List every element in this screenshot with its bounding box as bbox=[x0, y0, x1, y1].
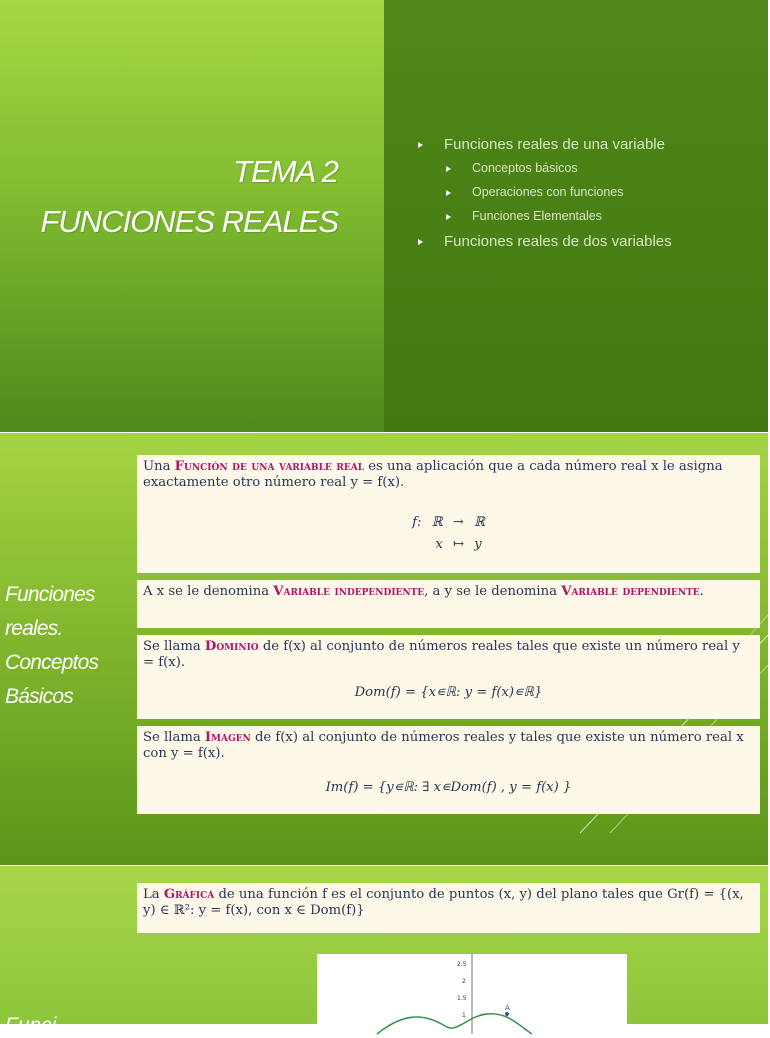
title-line-1: TEMA 2 bbox=[233, 154, 338, 189]
text: A x se le denomina bbox=[143, 584, 274, 599]
definition-box-grafica bbox=[137, 883, 760, 933]
slide-conceptos-basicos bbox=[0, 433, 768, 865]
toc-item bbox=[418, 233, 758, 258]
toc-item-label: Funciones reales de dos variables bbox=[444, 233, 672, 250]
text: , a y se le denomina bbox=[424, 584, 562, 599]
toc-item-label: Funciones reales de una variable bbox=[444, 136, 665, 153]
definition-box-variables bbox=[137, 580, 760, 628]
text: . bbox=[699, 584, 704, 599]
definition-box-imagen bbox=[137, 726, 760, 814]
function-curve bbox=[377, 1014, 532, 1034]
toc-item bbox=[418, 209, 758, 233]
definition-box-funcion bbox=[137, 455, 760, 573]
side-title-partial: Funci bbox=[5, 1014, 57, 1037]
table-of-contents bbox=[418, 136, 758, 258]
slide-title bbox=[0, 0, 768, 432]
toc-item-label: Operaciones con funciones bbox=[472, 185, 624, 199]
function-graph bbox=[317, 954, 627, 1034]
side-title-line: Conceptos bbox=[5, 651, 99, 674]
toc-item bbox=[418, 136, 758, 161]
bullet-arrow-icon bbox=[418, 239, 423, 245]
keyword: Variable dependiente bbox=[561, 584, 700, 599]
bullet-arrow-icon bbox=[418, 142, 423, 148]
bullet-arrow-icon bbox=[446, 214, 451, 220]
keyword: Dominio bbox=[204, 639, 259, 654]
keyword: Gráfica bbox=[163, 887, 215, 902]
definition-text: de f(x) al conjunto de números reales tales que existe un número real y = f(x). bbox=[143, 639, 740, 670]
y-tick-label: 1 bbox=[462, 1012, 466, 1019]
y-tick-label: 2.5 bbox=[457, 961, 467, 968]
text: Se llama bbox=[143, 639, 205, 654]
graph-svg bbox=[317, 954, 627, 1034]
mapping-row-1: f: ℝ → ℝ bbox=[412, 515, 485, 530]
point-label: A bbox=[505, 1004, 510, 1012]
definition-text: de una función f es el conjunto de puntos (x, y) del plano tales que Gr(f) = {(x, y) ∈ ℝ²: y = f(x), con x ∈ Dom(f)} bbox=[143, 887, 744, 918]
side-title-line: Básicos bbox=[5, 685, 73, 708]
toc-item-label: Conceptos básicos bbox=[472, 161, 578, 175]
title-panel bbox=[0, 0, 384, 432]
toc-item-label: Funciones Elementales bbox=[472, 209, 602, 223]
point-a bbox=[505, 1012, 509, 1016]
definition-text: de f(x) al conjunto de números reales y tales que existe un número real x con y = f(x). bbox=[143, 730, 744, 761]
y-tick-label: 1.5 bbox=[457, 995, 467, 1002]
formula-dominio: Dom(f) = {x∊ℝ: y = f(x)∊ℝ} bbox=[354, 685, 543, 700]
toc-item bbox=[418, 185, 758, 209]
side-title-line: reales. bbox=[5, 617, 63, 640]
toc-item bbox=[418, 161, 758, 185]
keyword: Variable independiente bbox=[273, 584, 425, 599]
text: La bbox=[143, 887, 164, 902]
definition-box-dominio bbox=[137, 635, 760, 719]
side-title-line: Funciones bbox=[5, 583, 95, 606]
bullet-arrow-icon bbox=[446, 190, 451, 196]
slide-grafica bbox=[0, 866, 768, 1037]
y-tick-label: 2 bbox=[462, 978, 466, 985]
formula-imagen: Im(f) = {y∊ℝ: ∃ x∊Dom(f) , y = f(x) } bbox=[325, 780, 572, 795]
keyword: Imagen bbox=[204, 730, 251, 745]
text: Una bbox=[143, 459, 175, 474]
bullet-arrow-icon bbox=[446, 166, 451, 172]
mapping-row-2: x ↦ y bbox=[435, 537, 482, 552]
keyword: Función de una variable real bbox=[174, 459, 365, 474]
title-line-2: FUNCIONES REALES bbox=[40, 204, 338, 239]
text: Se llama bbox=[143, 730, 205, 745]
definition-text: es una aplicación que a cada número real x le asigna exactamente otro número real y = f(x). bbox=[143, 459, 723, 490]
